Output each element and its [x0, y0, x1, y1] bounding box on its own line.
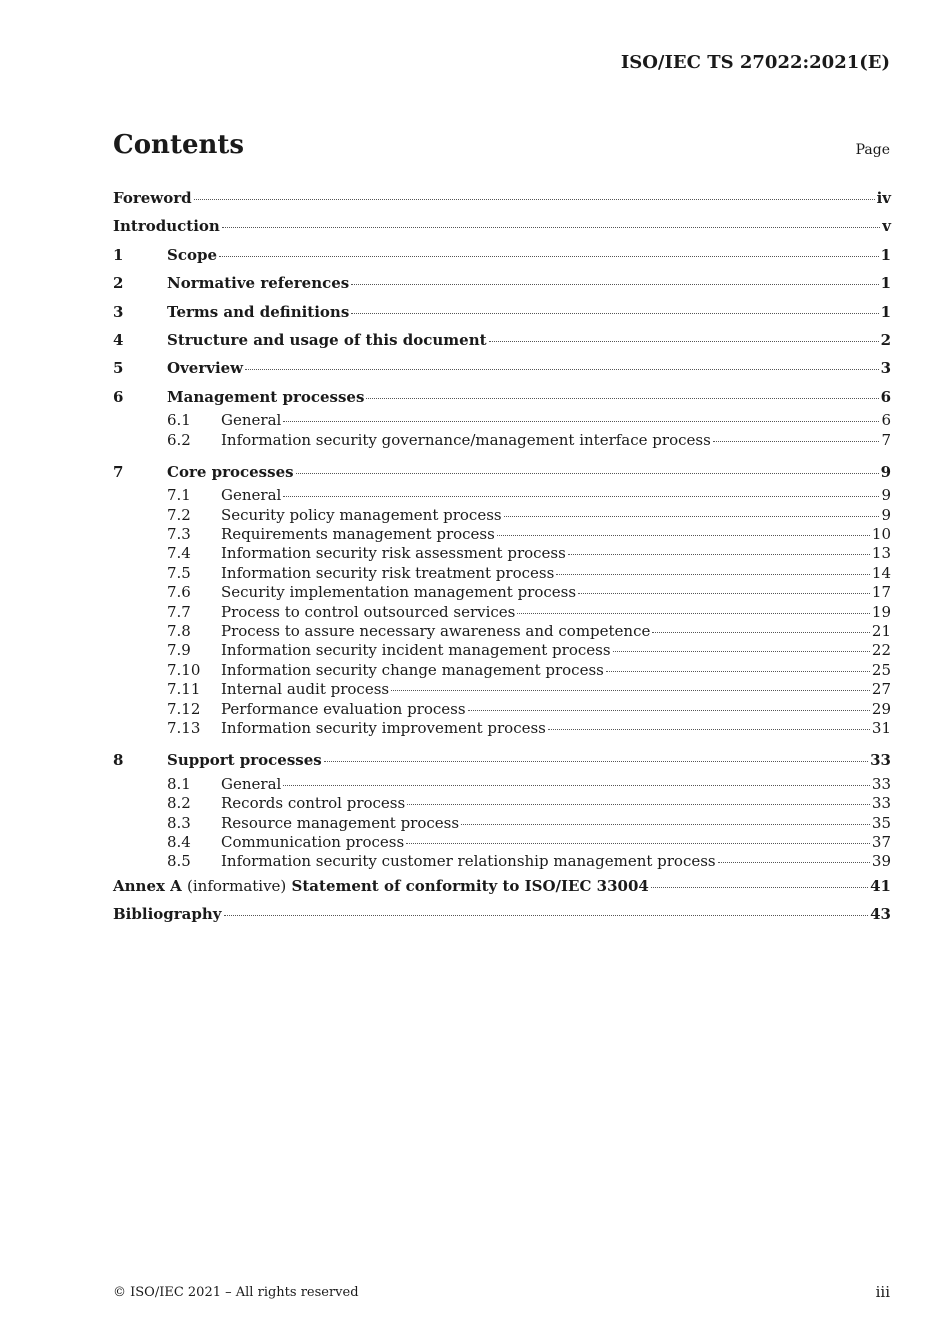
toc-entry-page: 35 [871, 813, 891, 832]
toc-entry-7-12[interactable] [113, 700, 891, 719]
toc-entry-title: Communication process [221, 832, 405, 851]
toc-entry-clause-1[interactable] [113, 241, 891, 269]
toc-entry-title: Normative references [167, 274, 350, 293]
dot-leader [606, 671, 870, 672]
toc-entry-title: Introduction [113, 217, 220, 236]
toc-entry-title: General [221, 486, 282, 505]
toc-entry-8-3[interactable] [113, 814, 891, 833]
toc-entry-page: 9 [881, 486, 891, 505]
toc-entry-clause-2[interactable] [113, 269, 891, 297]
dot-leader [718, 862, 870, 863]
toc-entry-page: 39 [871, 852, 891, 871]
toc-entry-7-9[interactable] [113, 641, 891, 660]
toc-entry-title: Core processes [167, 462, 294, 481]
dot-leader [407, 804, 870, 805]
toc-entry-page: 7 [881, 430, 891, 449]
toc-entry-clause-8[interactable] [113, 746, 891, 774]
dot-leader [224, 915, 869, 916]
toc-entry-8-2[interactable] [113, 794, 891, 813]
toc-entry-title: Information security governance/management interface process [221, 430, 711, 449]
dot-leader [497, 535, 870, 536]
toc-entry-page: 9 [880, 462, 891, 481]
dot-leader [351, 284, 878, 285]
dot-leader [296, 473, 879, 474]
toc-entry-clause-4[interactable] [113, 326, 891, 354]
toc-entry-foreword[interactable] [113, 184, 891, 212]
toc-entry-page: v [882, 217, 891, 236]
toc-entry-number: 5 [113, 359, 124, 378]
toc-entry-7-7[interactable] [113, 603, 891, 622]
dot-leader [461, 824, 870, 825]
toc-entry-8-5[interactable] [113, 852, 891, 871]
toc-entry-title: Information security incident management process [221, 641, 611, 660]
dot-leader [468, 710, 870, 711]
toc-entry-number: 2 [113, 274, 124, 293]
toc-entry-title: Overview [167, 359, 244, 378]
dot-leader [517, 613, 870, 614]
toc-entry-clause-3[interactable] [113, 298, 891, 326]
toc-entry-title: Resource management process [221, 813, 460, 832]
toc-entry-title: Management processes [167, 387, 365, 406]
toc-entry-number: 7.7 [167, 602, 191, 621]
toc-entry-title: Scope [167, 245, 218, 264]
toc-entry-7-3[interactable] [113, 525, 891, 544]
toc-entry-number: 8.4 [167, 832, 191, 851]
toc-entry-page: 3 [880, 359, 891, 378]
dot-leader [652, 632, 870, 633]
toc-entry-page: 27 [871, 680, 891, 699]
toc-entry-7-1[interactable] [113, 486, 891, 505]
toc-entry-number: 7.5 [167, 563, 191, 582]
toc-entry-page: 33 [871, 774, 891, 793]
toc-entry-7-11[interactable] [113, 680, 891, 699]
dot-leader [489, 341, 879, 342]
toc-entry-number: 7.12 [167, 699, 201, 718]
toc-entry-page: 10 [871, 525, 891, 544]
toc-entry-title: Process to assure necessary awareness and competence [221, 622, 651, 641]
toc-entry-page: 31 [871, 718, 891, 737]
toc-entry-page: 41 [870, 876, 891, 895]
dot-leader [406, 843, 870, 844]
toc-entry-7-6[interactable] [113, 583, 891, 602]
toc-entry-number: 7.2 [167, 505, 191, 524]
toc-entry-number: 7.1 [167, 486, 191, 505]
toc-entry-page: 22 [871, 641, 891, 660]
annex-title: Statement of conformity to ISO/IEC 33004 [291, 876, 649, 895]
page-title: Contents [113, 130, 245, 160]
toc-entry-number: 4 [113, 330, 124, 349]
toc-entry-page: 37 [871, 832, 891, 851]
dot-leader [351, 313, 878, 314]
dot-leader [568, 554, 870, 555]
toc-entry-page: 33 [870, 751, 891, 770]
toc-entry-page: 43 [870, 905, 891, 924]
toc-entry-number: 7 [113, 462, 124, 481]
toc-entry-number: 8.3 [167, 813, 191, 832]
toc-entry-6-1[interactable] [113, 411, 891, 430]
toc-entry-bibliography[interactable] [113, 900, 891, 928]
toc-entry-title: Internal audit process [221, 680, 390, 699]
toc-entry-page: 6 [881, 411, 891, 430]
toc-entry-page: 21 [871, 622, 891, 641]
toc-entry-page: 13 [871, 544, 891, 563]
annex-label: Annex A [113, 876, 182, 895]
toc-entry-number: 6.1 [167, 411, 191, 430]
toc-entry-number: 6.2 [167, 430, 191, 449]
toc-entry-clause-5[interactable] [113, 354, 891, 382]
dot-leader [391, 690, 870, 691]
toc-entry-title: General [221, 774, 282, 793]
toc-entry-title: General [221, 411, 282, 430]
toc-entry-number: 7.10 [167, 660, 201, 679]
toc-entry-page: 1 [880, 274, 891, 293]
toc-entry-number: 8.1 [167, 774, 191, 793]
toc-entry-number: 7.6 [167, 583, 191, 602]
toc-entry-number: 3 [113, 302, 124, 321]
toc-entry-page: iv [876, 189, 891, 207]
toc-entry-title: Terms and definitions [167, 302, 350, 321]
toc-entry-8-1[interactable] [113, 775, 891, 794]
toc-entry-6-2[interactable] [113, 431, 891, 450]
dot-leader [504, 516, 880, 517]
toc-entry-number: 7.8 [167, 622, 191, 641]
toc-entry-page: 17 [871, 583, 891, 602]
page-number: iii [875, 1283, 890, 1301]
toc-entry-number: 8.2 [167, 794, 191, 813]
toc-entry-7-8[interactable] [113, 622, 891, 641]
toc-entry-8-4[interactable] [113, 833, 891, 852]
annex-type: (informative) [187, 876, 287, 895]
dot-leader [324, 761, 868, 762]
toc-entry-title: Performance evaluation process [221, 699, 466, 718]
toc-entry-title: Process to control outsourced services [221, 602, 516, 621]
copyright-notice: © ISO/IEC 2021 – All rights reserved [113, 1285, 359, 1300]
dot-leader [245, 369, 878, 370]
toc-entry-page: 29 [871, 699, 891, 718]
toc-entry-page: 1 [880, 302, 891, 321]
toc-entry-title: Information security risk treatment process [221, 563, 555, 582]
toc-entry-title: Information security customer relationship management process [221, 852, 716, 871]
toc-entry-number: 8.5 [167, 852, 191, 871]
dot-leader [613, 651, 870, 652]
toc-entry-number: 7.4 [167, 544, 191, 563]
dot-leader [222, 227, 880, 228]
dot-leader [283, 421, 879, 422]
dot-leader [219, 256, 879, 257]
toc-entry-title: Information security improvement process [221, 718, 546, 737]
dot-leader [651, 887, 868, 888]
toc-entry-title: Information security change management process [221, 660, 604, 679]
toc-entry-page: 14 [871, 563, 891, 582]
toc-entry-page: 2 [880, 330, 891, 349]
toc-entry-page: 19 [871, 602, 891, 621]
page-column-label: Page [855, 142, 890, 158]
toc-entry-7-5[interactable] [113, 564, 891, 583]
dot-leader [366, 398, 878, 399]
toc-entry-title: Support processes [167, 751, 322, 770]
toc-entry-title: Foreword [113, 189, 192, 207]
toc-entry-title: Security implementation management process [221, 583, 577, 602]
toc-entry-number: 7.9 [167, 641, 191, 660]
toc-entry-title: Structure and usage of this document [167, 330, 487, 349]
toc-entry-title: Requirements management process [221, 525, 495, 544]
toc-entry-title: Security policy management process [221, 505, 502, 524]
toc-entry-number: 7.3 [167, 525, 191, 544]
dot-leader [194, 199, 875, 200]
toc-entry-7-2[interactable] [113, 506, 891, 525]
dot-leader [283, 496, 879, 497]
dot-leader [713, 441, 880, 442]
toc-entry-7-10[interactable] [113, 661, 891, 680]
toc-entry-page: 1 [880, 245, 891, 264]
toc-entry-number: 7.11 [167, 680, 201, 699]
toc-entry-title: Bibliography [113, 905, 222, 924]
toc-entry-number: 7.13 [167, 718, 201, 737]
dot-leader [578, 593, 870, 594]
toc-entry-number: 1 [113, 245, 124, 264]
toc-entry-introduction[interactable] [113, 212, 891, 240]
toc-entry-page: 9 [881, 505, 891, 524]
document-id: ISO/IEC TS 27022:2021(E) [620, 52, 890, 73]
dot-leader [548, 729, 870, 730]
toc-entry-clause-6[interactable] [113, 383, 891, 411]
toc-entry-title [113, 872, 649, 900]
toc-entry-title: Records control process [221, 794, 406, 813]
toc-entry-7-13[interactable] [113, 719, 891, 738]
toc-entry-annex-a[interactable] [113, 872, 891, 900]
dot-leader [283, 785, 870, 786]
toc-entry-number: 6 [113, 387, 124, 406]
toc-entry-7-4[interactable] [113, 544, 891, 563]
toc-entry-clause-7[interactable] [113, 458, 891, 486]
toc-entry-number: 8 [113, 751, 124, 770]
dot-leader [556, 574, 870, 575]
toc-entry-page: 33 [871, 794, 891, 813]
toc-entry-page: 6 [880, 387, 891, 406]
toc-entry-page: 25 [871, 660, 891, 679]
table-of-contents [113, 184, 891, 929]
toc-entry-title: Information security risk assessment process [221, 544, 566, 563]
